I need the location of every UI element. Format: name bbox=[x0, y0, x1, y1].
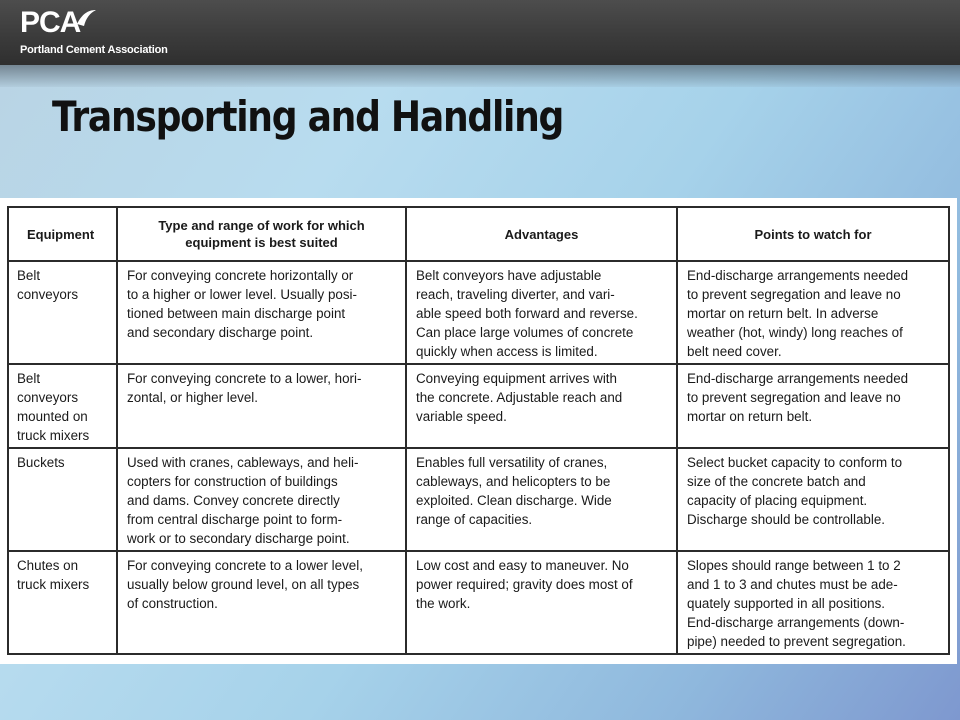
cell-equipment: Belt conveyors bbox=[8, 261, 117, 364]
cell-advantages: Conveying equipment arrives with the concrete. Adjustable reach and variable speed. bbox=[406, 364, 677, 448]
cell-advantages: Enables full versatility of cranes, cableways, and helicopters to be exploited. Clean discharge. Wide range of capacities. bbox=[406, 448, 677, 551]
cell-equipment: Buckets bbox=[8, 448, 117, 551]
table-header-row bbox=[8, 207, 949, 261]
column-header-advantages: Advantages bbox=[406, 207, 677, 261]
page-title: Transporting and Handling bbox=[52, 92, 564, 141]
column-header-watch: Points to watch for bbox=[677, 207, 949, 261]
column-header-work: Type and range of work for which equipment is best suited bbox=[117, 207, 406, 261]
pca-logo bbox=[20, 6, 168, 60]
logo-swoosh-icon bbox=[76, 8, 98, 28]
cell-watch: Select bucket capacity to conform to size of the concrete batch and capacity of placing equipment. Discharge should be controllable. bbox=[677, 448, 949, 551]
cell-work: For conveying concrete to a lower, hori- zontal, or higher level. bbox=[117, 364, 406, 448]
table-row bbox=[8, 261, 949, 364]
table-row bbox=[8, 551, 949, 654]
logo-text: PCA bbox=[20, 6, 81, 39]
cell-watch: End-discharge arrangements needed to prevent segregation and leave no mortar on return belt. In adverse weather (hot, windy) long reaches of belt need cover. bbox=[677, 261, 949, 364]
header-shadow bbox=[0, 65, 960, 87]
equipment-table-panel bbox=[0, 198, 957, 664]
logo-subtitle: Portland Cement Association bbox=[20, 44, 168, 56]
cell-watch: End-discharge arrangements needed to prevent segregation and leave no mortar on return belt. bbox=[677, 364, 949, 448]
header-bar bbox=[0, 0, 960, 65]
cell-work: For conveying concrete to a lower level, usually below ground level, on all types of construction. bbox=[117, 551, 406, 654]
cell-equipment: Belt conveyors mounted on truck mixers bbox=[8, 364, 117, 448]
cell-work: For conveying concrete horizontally or to a higher or lower level. Usually posi- tioned between main discharge point and secondary discharge point. bbox=[117, 261, 406, 364]
cell-advantages: Low cost and easy to maneuver. No power required; gravity does most of the work. bbox=[406, 551, 677, 654]
cell-watch: Slopes should range between 1 to 2 and 1 to 3 and chutes must be ade- quately supported in all positions. End-discharge arrangements (down- pipe) needed to prevent segregation. bbox=[677, 551, 949, 654]
column-header-equipment: Equipment bbox=[8, 207, 117, 261]
cell-work: Used with cranes, cableways, and heli- copters for construction of buildings and dams. Convey concrete directly from central discharge point to form- work or to secondary discharge point. bbox=[117, 448, 406, 551]
cell-advantages: Belt conveyors have adjustable reach, traveling diverter, and vari- able speed both forward and reverse. Can place large volumes of concrete quickly when access is limited. bbox=[406, 261, 677, 364]
table-row bbox=[8, 364, 949, 448]
equipment-table bbox=[7, 206, 950, 655]
cell-equipment: Chutes on truck mixers bbox=[8, 551, 117, 654]
table-row bbox=[8, 448, 949, 551]
